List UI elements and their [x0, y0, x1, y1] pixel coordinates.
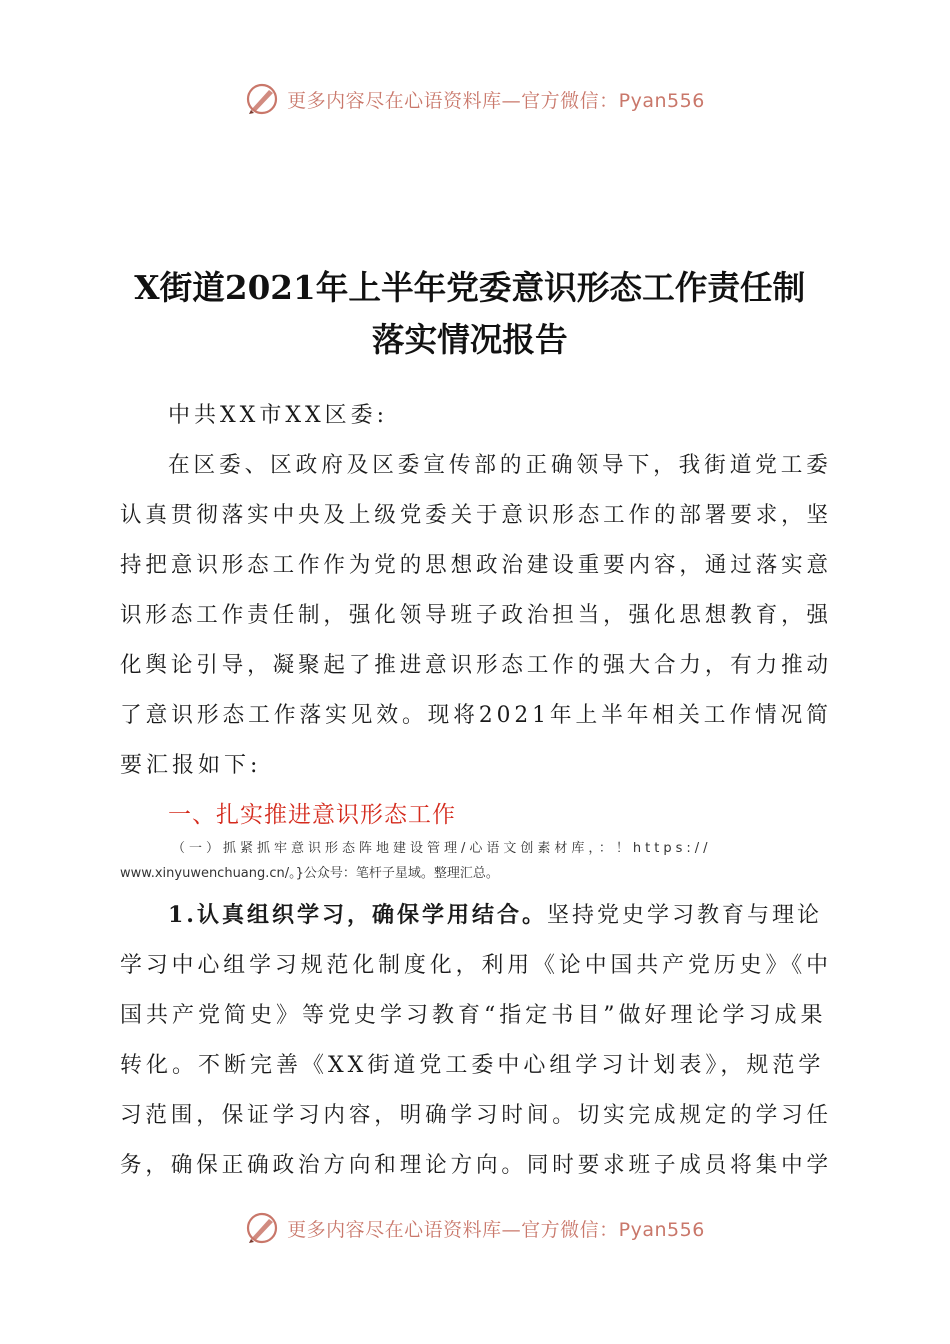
salutation: 中共XX市XX区委:: [168, 403, 389, 428]
item1-bold-lead: 1.认真组织学习，确保学用结合。: [168, 902, 547, 928]
subsection-heading-line1: （一）抓紧抓牢意识形态阵地建设管理/心语文创素材库，：！https://: [172, 841, 712, 856]
watermark-banner-bottom: [0, 1211, 950, 1245]
intro-line: 识形态工作责任制，强化领导班子政治担当，强化思想教育，强: [120, 603, 832, 628]
watermark-banner-top: [0, 82, 950, 116]
intro-line: 持把意识形态工作作为党的思想政治建设重要内容，通过落实意: [120, 553, 832, 578]
section-heading: 一、扎实推进意识形态工作: [168, 802, 456, 828]
item1-line: 转化。不断完善《XX街道党工委中心组学习计划表》，规范学: [120, 1053, 825, 1078]
watermark-text: 更多内容尽在心语资料库—官方微信：Pyan556: [287, 89, 705, 112]
item1-line: 习范围，保证学习内容，明确学习时间。切实完成规定的学习任: [120, 1103, 832, 1128]
item1-line: 务，确保正确政治方向和理论方向。同时要求班子成员将集中学: [120, 1153, 832, 1178]
pen-circle-logo-icon: [245, 82, 279, 116]
item1-first-rest: 坚持党史学习教育与理论: [546, 903, 822, 928]
intro-line: 化舆论引导，凝聚起了推进意识形态工作的强大合力，有力推动: [120, 653, 832, 678]
intro-line: 在区委、区政府及区委宣传部的正确领导下，我街道党工委: [168, 453, 832, 478]
item1-first-line: [168, 898, 822, 929]
intro-line: 认真贯彻落实中央及上级党委关于意识形态工作的部署要求，坚: [120, 503, 832, 528]
document-title-line1: X街道2021年上半年党委意识形态工作责任制: [134, 268, 806, 307]
document-title-line2: 落实情况报告: [371, 320, 568, 359]
subsection-heading-line2: www.xinyuwenchuang.cn/。}公众号：笔杆子星域。整理汇总。: [120, 866, 499, 881]
item1-line: 国共产党简史》等党史学习教育“指定书目”做好理论学习成果: [120, 1003, 827, 1028]
intro-line: 了意识形态工作落实见效。现将2021年上半年相关工作情况简: [120, 703, 832, 728]
watermark-text: 更多内容尽在心语资料库—官方微信：Pyan556: [287, 1218, 705, 1241]
intro-line: 要汇报如下:: [120, 753, 262, 778]
pen-circle-logo-icon: [245, 1211, 279, 1245]
item1-line: 学习中心组学习规范化制度化，利用《论中国共产党历史》《中: [120, 953, 832, 978]
